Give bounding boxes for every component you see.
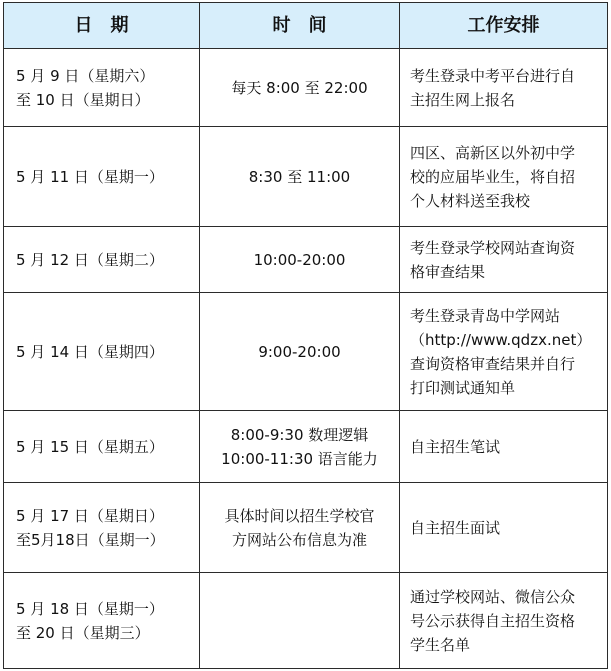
- task-cell-line: 个人材料送至我校: [410, 191, 531, 210]
- time-cell-line: 8:30 至 11:00: [248, 167, 351, 186]
- time-cell: [200, 49, 400, 127]
- time-cell-line: 方网站公布信息为准: [231, 530, 367, 549]
- task-cell-line: 通过学校网站、微信公众: [410, 587, 576, 606]
- task-cell-line: 校的应届毕业生，将自招: [410, 167, 576, 186]
- table-row: [4, 227, 608, 293]
- time-cell: [200, 573, 400, 669]
- task-cell: [400, 293, 608, 411]
- date-cell: [4, 293, 200, 411]
- time-cell: [200, 411, 400, 483]
- task-cell-line: 格审查结果: [410, 262, 486, 281]
- time-cell-line: 具体时间以招生学校官: [224, 506, 375, 525]
- date-cell: [4, 411, 200, 483]
- time-cell: [200, 293, 400, 411]
- time-cell-line: 8:00-9:30 数理逻辑: [230, 425, 369, 444]
- header-row: [4, 3, 608, 49]
- time-cell-line: 10:00-20:00: [253, 250, 346, 269]
- date-cell: [4, 49, 200, 127]
- task-cell-line: 考生登录中考平台进行自: [410, 66, 576, 85]
- task-cell: [400, 573, 608, 669]
- task-cell-line: 查询资格审查结果并自行: [410, 354, 576, 373]
- task-cell-line: 考生登录青岛中学网站: [410, 306, 561, 325]
- date-cell-line: 5 月 14 日（星期四）: [16, 342, 164, 361]
- date-cell-line: 5 月 11 日（星期一）: [16, 167, 164, 186]
- task-cell-line: 自主招生面试: [410, 518, 501, 537]
- task-cell-line: 号公示获得自主招生资格: [410, 611, 576, 630]
- date-cell: [4, 227, 200, 293]
- header-work-arrangement: 工作安排: [400, 3, 608, 49]
- table-row: [4, 411, 608, 483]
- date-cell: [4, 483, 200, 573]
- date-cell: [4, 127, 200, 227]
- task-cell-line: 四区、高新区以外初中学: [410, 143, 576, 162]
- date-cell: [4, 573, 200, 669]
- table-row: [4, 483, 608, 573]
- time-cell: [200, 227, 400, 293]
- task-cell: [400, 227, 608, 293]
- header-date: 日 期: [4, 3, 200, 49]
- time-cell: [200, 127, 400, 227]
- date-cell-line: 至 20 日（星期三）: [16, 623, 150, 642]
- date-cell-line: 5 月 12 日（星期二）: [16, 250, 164, 269]
- task-cell: [400, 483, 608, 573]
- table-row: [4, 293, 608, 411]
- date-cell-line: 5 月 18 日（星期一）: [16, 599, 164, 618]
- header-time: 时 间: [200, 3, 400, 49]
- task-cell-line: （http://www.qdzx.net）: [410, 330, 592, 349]
- task-cell-line: 自主招生笔试: [410, 437, 501, 456]
- date-cell-line: 5 月 15 日（星期五）: [16, 437, 164, 456]
- task-cell-line: 打印测试通知单: [410, 378, 516, 397]
- table-row: [4, 49, 608, 127]
- date-cell-line: 至5月18日（星期一）: [16, 530, 165, 549]
- schedule-table: [3, 2, 608, 669]
- table-row: [4, 127, 608, 227]
- time-cell-line: 10:00-11:30 语言能力: [221, 449, 378, 468]
- task-cell-line: 主招生网上报名: [410, 90, 516, 109]
- time-cell-line: 每天 8:00 至 22:00: [231, 78, 368, 97]
- table-row: [4, 573, 608, 669]
- time-cell: [200, 483, 400, 573]
- task-cell: [400, 411, 608, 483]
- time-cell-line: 9:00-20:00: [258, 342, 341, 361]
- task-cell-line: 考生登录学校网站查询资: [410, 238, 576, 257]
- task-cell-line: 学生名单: [410, 635, 471, 654]
- task-cell: [400, 127, 608, 227]
- date-cell-line: 5 月 9 日（星期六）: [16, 66, 155, 85]
- date-cell-line: 5 月 17 日（星期日）: [16, 506, 164, 525]
- date-cell-line: 至 10 日（星期日）: [16, 90, 150, 109]
- task-cell: [400, 49, 608, 127]
